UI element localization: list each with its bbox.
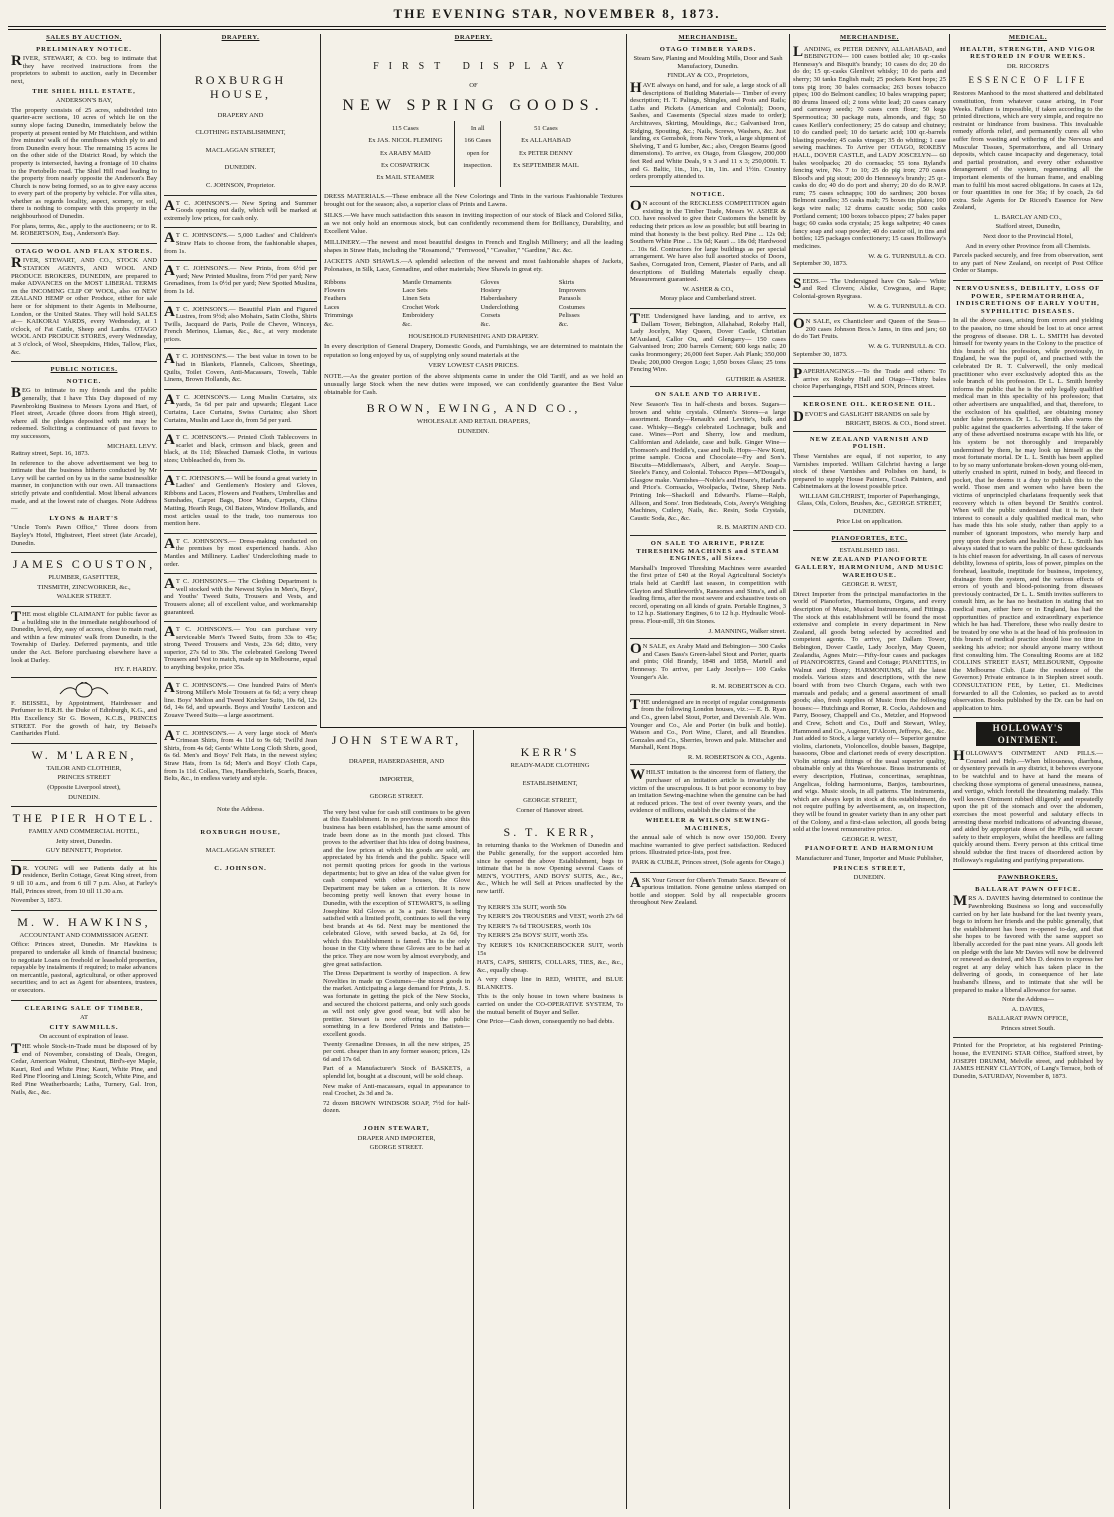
ad-line: AT xyxy=(79,1014,89,1022)
shipments-left xyxy=(360,121,450,187)
ad-body: PAPERHANGINGS.—To the Trade and others: To arrive ex Rokeby Hall and Otago—Thirty bales choice Paperhangings, FISH and SON, Princes street. xyxy=(793,366,946,391)
ad-body: Parcels packed securely, and free from observation, sent to any part of New Zealand, on receipt of Post Office Order or Stamps. xyxy=(953,252,1103,275)
ad-line: GUY BENNETT, Proprietor. xyxy=(45,847,123,855)
royal-crest-icon xyxy=(54,682,114,698)
ad-line: ACCOUNTANT AND COMMISSION AGENT. xyxy=(19,931,149,939)
ad-west-pianos xyxy=(793,547,946,887)
ad-signature: DUNEDIN. xyxy=(853,874,886,882)
ad-title: NEW ZEALAND VARNISH AND POLISH. xyxy=(809,435,930,451)
ad-araby xyxy=(630,643,786,695)
column-sales xyxy=(8,34,160,1509)
ad-timber xyxy=(11,1005,157,1102)
shipment-line: Ex ALLAHABAD xyxy=(521,137,571,145)
ad-signature: HY. F. HARDY. xyxy=(114,666,157,674)
ad-line: PRINCES STREET xyxy=(57,774,111,782)
ad-body: AT C. JOHNSON'S.— One hundred Pairs of Men's Strong Miller's Mole Trousers at 6s 6d; a very cheap line. Boys' Melton and Tweed Knicker Suits, 10s 6d, 12s 6d, 14s 6d, and upwards. Boys and Youths' Lexicon and Zouave Tweed Suits—a large assortment. xyxy=(164,679,317,720)
ad-title: S. T. KERR, xyxy=(503,825,597,840)
section-header: DRAPERY. xyxy=(221,34,260,41)
ad-title: OTAGO WOOL AND FLAX STORES. xyxy=(15,247,153,255)
ad-signature: A. DAVIES, xyxy=(1011,1005,1045,1013)
ad-body: AT C. JOHNSON'S.— 5,000 Ladies' and Children's Straw Hats to choose from, the fashionable shapes, from 1s. xyxy=(164,230,317,255)
shipments-right xyxy=(505,121,587,187)
ad-body: Twenty Grenadine Dresses, in all the new stripes, 25 per cent. cheaper than in any former season; prices, 12s 6d and 17s 6d. xyxy=(323,1040,470,1063)
ad-body: the annual sale of which is now over 150,000. Every machine warranted to give perfect satisfaction. Reduced prices. Illustrated price-lists, post free. xyxy=(630,834,786,857)
ad-title: OTAGO TIMBER YARDS. xyxy=(659,45,757,53)
ad-signature: PRINCES STREET, xyxy=(833,864,906,872)
ad-signature: BRIGHT, BROS. & CO., Bond street. xyxy=(845,420,946,428)
ad-pier-hotel xyxy=(11,811,157,861)
ad-olsen-sauce xyxy=(630,874,786,912)
ad-body: AT C. JOHNSON'S.— New Prints, from 6½d per yard; New Printed Muslins, from 7½d per yard; New Grenadines, from 1s 0½d per yard; New Spotted Muslins, from 1s 1d. xyxy=(164,263,317,295)
ad-signature: PIANOFORTE AND HARMONIUM xyxy=(804,845,935,853)
section-header: SALES BY AUCTION. xyxy=(46,34,122,41)
goods-item: Crochet Work xyxy=(402,303,440,311)
ad-line: ESTABLISHED 1861. xyxy=(839,546,900,554)
ad-guthrie xyxy=(630,313,786,387)
ad-line: C. JOHNSON, Proprietor. xyxy=(205,181,276,189)
ad-signature: Princes street South. xyxy=(1000,1024,1056,1032)
ad-title: KEROSENE OIL. KEROSENE OIL. xyxy=(803,400,936,408)
ad-body: ON SALE, ex Chanticleer and Queen of the Seas— 200 cases Johnson Bros.'s Jams, in tins and jars; 60 do do Tart Fruits. xyxy=(793,316,946,341)
ad-date: September 30, 1873. xyxy=(793,260,848,268)
ad-body: The property consists of 25 acres, subdivided into quarter-acre sections, 10 acres of which lie on the sunny slope facing Dunedin, immediately below the property at present rented by Mr Hutchison, and within five minutes' walk of the omnibuses which ply to and from Dunedin every hour. The remaining 15 acres lie on the other side of the District Road, by which the property is intersected, having a frontage of 10 chains to the Portobello road. The Shiel Hill road leading to the property from nearly opposite the Anderson's Bay Church is now being formed, so as to give easy access to every part of the property by vehicle. For villa sites, whether as regards locality, aspect, scenery, or soil, there is nothing to compare with this property in the neighbourhood of Dunedin. xyxy=(11,106,157,221)
ad-smith xyxy=(953,285,1103,718)
ad-body: HAVE always on hand, and for sale, a large stock of all descriptions of Building Materials— Timber of every description; H. T. Palings, Shingles, and Posts and Rails; Laths and Pickets (American and Colonial); Doors, Sashes, and Casements (Special sizes made to order); Architraves, Skirting, Mouldings, &c.; Galvanised Iron, Ridging, Spouting, &c.; Nails, Screws, Washers, &c. Just landing, ex Gemsbok, from New York, a large shipment of Shelving, T and G lumber, &c.; also, Oregon Beams (good dimensions). To arrive, ex Otago, from Glasgow, 200,000 feet Red and White Deals, 9 x 3 and 11 x 3; 250,000ft. T. and G. Baltic, 1in., 1in., 1in, 1in. and 1½in. Country orders promptly attended to. xyxy=(630,79,786,181)
ad-title: NOTICE. xyxy=(690,190,726,198)
ad-signature: Manufacturer and Tuner, Importer and Music Publisher, xyxy=(795,855,944,862)
ad-body: ASK Your Grocer for Olsen's Tomato Sauce. Beware of spurious imitation. None genuine unless stamped on bottle and stopper. Sold by all respectable grocers throughout New Zealand. xyxy=(630,874,786,907)
shipment-line: inspection. xyxy=(463,162,493,170)
shipment-line: 51 Cases xyxy=(534,124,558,132)
ad-consignments xyxy=(630,696,786,766)
goods-item: Laces xyxy=(324,303,340,311)
ad-johnson xyxy=(164,434,317,470)
ad-line: FINDLAY & CO., Proprietors, xyxy=(667,72,749,80)
goods-item: Linen Sets xyxy=(402,295,431,303)
ad-body: In reference to the above advertisement we beg to intimate that the business hitherto conducted by Mr Levy will be carried on by us in the same businesslike manner, in conjunction with our own. All transactions strictly private and confidential. Most liberal advances made, and at the lowest rate of charges. Note Address— xyxy=(11,459,157,513)
ad-martin xyxy=(630,391,786,536)
goods-item: Mantle Ornaments xyxy=(402,278,452,286)
ad-johnson xyxy=(164,578,317,622)
ad-line: WALKER STREET. xyxy=(56,593,112,601)
ad-couston xyxy=(11,557,157,607)
ad-body: MRS A. DAVIES having determined to continue the Pawnbroking Business so long and successfully carried on by her late husband for the last twenty years, begs to inform her friends and the public generally, that the establishment has been re-opened to-day, and that she hopes to be favored with the same support so liberally accorded for the past nine years. All goods left on pledge with the late Mr Davies will now be delivered or renewed as desired, and Mrs D. desires to express her regret at any delay which has taken place in the delivering of goods, in consequence of her late husband's illness, and to intimate that she will be prepared to make a liberal allowance for same. xyxy=(953,893,1103,994)
ad-date: November 3, 1873. xyxy=(11,897,62,905)
ad-body: BEG to intimate to my friends and the public generally, that I have This Day disposed of my Pawnbroking Business to Messrs Lyons and Hart, of Fleet street, Arcade (three doors from High street), where all the pledges deposited with me may be redeemed. Soliciting a continuance of past favors to my successors, xyxy=(11,385,157,440)
ad-body: Restores Manhood to the most shattered and debilitated constitution, from whatever cause arising, in Four Weeks. Failure is impossible, if taken according to the printed directions, which are very simple, and require no restraint or hindrance from business. This invaluable remedy affords relief, and permanently cures all who suffer from wasting and withering of the Nervous and Muscular Tissues, Spermatorrhœa, and all Urinary deposits, which cause incapacity and degeneracy, total and partial prostration, and every other exhaustive derangement of the system, regenerating all the important elements of the human frame, and enabling man to fulfil his most sacred obligations. In cases at 12s, or four quantities in one for 36s; if by coach, 2s 6d extra. Sole Agents for Dr Ricord's Essence for New Zealand, xyxy=(953,90,1103,212)
footer-name: C. JOHNSON. xyxy=(214,864,267,872)
goods-item: &c. xyxy=(480,320,491,328)
ad-body: DEVOE'S and GASLIGHT BRANDS on sale by xyxy=(793,408,930,425)
ad-signature: R. M. ROBERTSON & CO., Agents. xyxy=(687,753,786,761)
column-merchandise-1 xyxy=(626,34,789,1509)
ad-johnson xyxy=(164,197,317,229)
footer-line: DRAPER AND IMPORTER, xyxy=(357,1134,436,1142)
ad-title: JAMES COUSTON, xyxy=(12,557,156,572)
household-title: HOUSEHOLD FURNISHING AND DRAPERY. xyxy=(408,332,539,340)
ad-johnson xyxy=(164,232,317,261)
shipments-total xyxy=(454,121,501,187)
ad-seeds xyxy=(793,275,946,314)
ad-body: AT C. JOHNSON'S.— Printed Cloth Tablecovers in scarlet and black, crimson and black, green and black, at 8s 11d; Bleached Damask Cloths, in various sizes; Unbleached do, from 3s. xyxy=(164,432,317,464)
section-header: MEDICAL. xyxy=(1008,34,1048,41)
ad-line: GEORGE R. WEST, xyxy=(841,581,898,589)
ad-body: AT C. JOHNSON'S.— Long Muslin Curtains, six yards, 5s 6d per pair and upwards; Elegant Lace Curtains, Lace Curtains, Swiss Curtains; also Short Curtains, Muslin and Lace do, from 5d per yard. xyxy=(164,391,317,424)
masthead: THE EVENING STAR, NOVEMBER 8, 1873. xyxy=(393,6,721,21)
ad-line: Corner of Hanover street. xyxy=(516,806,584,814)
ad-wheeler-wilson xyxy=(630,769,786,872)
ad-body: RIVER, STEWART, & CO. beg to intimate that they have received instructions from the proprietors to submit to auction, early in December next, xyxy=(11,53,157,85)
goods-item: Ribbons xyxy=(324,278,346,286)
shipment-line: Ex ARABY MAID xyxy=(379,149,431,157)
ad-roxburgh xyxy=(164,73,317,196)
ad-johnson xyxy=(164,265,317,301)
column-medical xyxy=(949,34,1106,1509)
shipment-box xyxy=(324,121,623,187)
ad-line: READY-MADE CLOTHING xyxy=(510,762,590,769)
section-header: PAWNBROKERS. xyxy=(997,874,1059,882)
goods-item: Improvers xyxy=(558,286,586,294)
goods-item: &c. xyxy=(558,320,569,328)
ad-line: CLOTHING ESTABLISHMENT, xyxy=(195,129,286,137)
ad-ricord xyxy=(953,46,1103,281)
shipment-line: Ex PETER DENNY xyxy=(519,149,573,157)
ad-body: RIVER, STEWART, AND CO., STOCK AND STATION AGENTS, AND WOOL AND PRODUCE BROKERS, DUNEDIN, are prepared to make ADVANCES on the MOST LIBERAL TERMS on the INCOMING CLIP OF WOOL, also on NEW ZEALAND HEMP or other Produce, either for sale here or for shipment to their Agents in Melbourne, London, or the United States. They will hold SALES at— KAIKORAI YARDS, every Wednesday, at 1 o'clock, of Fat Cattle, Sheep and Lambs. OTAGO WOOL AND PRODUCE STORES, every Wednesday, at 3 o'clock, of Wool, Sheepskins, Hides, Tallow, Flax, &c. xyxy=(11,255,157,356)
ad-johnson xyxy=(164,626,317,678)
first-display-title: FIRST DISPLAY xyxy=(373,61,574,73)
ad-johnson xyxy=(164,535,317,574)
masthead-rule xyxy=(8,26,1106,27)
brown-ewing-line: DUNEDIN. xyxy=(457,428,490,436)
new-spring-title: NEW SPRING GOODS. xyxy=(342,96,605,114)
ad-body: THE Undersigned have landing, and to arrive, ex Dallam Tower, Bebington, Allahabad, Rokeby Hall, Lady Jocelyn, May Queen, Dover Castle, Christian M'Ausland, Callor Ou, and Glengarry— 150 cases Galvanised Iron; 200 barrels Cement; 600 kegs nails; 20 casks Ironmongery; 26,000 feet Super. Ash Plank; 350,000 Deals; 200,000 Oregon Logs; 1,050 boxes Glass; 25 tons Fencing Wire. xyxy=(630,311,786,374)
ad-body: AT C. JOHNSON'S.— The Clothing Department is well stocked with the Newest Styles in Men's, Boys', and Youths' Tweed Suits, Trousers and Vests, and Trousers alone; all of excellent value, and workmanship guaranteed. xyxy=(164,576,317,616)
ad-body: AT C. JOHNSON'S.— The best value in town to be had in Blankets, Flannels, Calicoes, Sheetings, Quilts, Toilet Covers, Anti-Macassars, Towels, Table Linens, Brown Hollands, &c. xyxy=(164,351,317,384)
goods-item: Lace Sets xyxy=(402,286,428,294)
ad-signature: J. MANNING, Walker street. xyxy=(708,627,786,635)
ad-holloway xyxy=(953,722,1103,870)
ad-hawkins xyxy=(11,915,157,1001)
ad-body: In all the above cases, arising from errors and yielding to the passion, no time should be lost to at once arrest the progress of disease. DR L. L. SMITH has devoted himself for twenty years in the Colony to the practice of this branch of his profession, while previously, in England, he was the pupil of, and practised with the celebrated Dr R. T. Culverwell, the only medical practitioner who ever exclusively adopted this as the sole branch of his profession. Dr L. L. Smith hereby informs the public that he is the only legally qualified medical man in this speciality of his profession; that other advertisers are unqualified, and that, therefore, to the exclusion of his qualified, are obtaining money under false pretences. Dr L. L. Smith also warns the public against the quackeries advertising. If the taker of any of these advertised nostrums escape with his life, or his system be not thoroughly and irreparably undermined by them, he may look up himself as the most fortunate mortal. Dr L. L. Smith has been applied to by so many unfortunate broken-down young old-men, utterly crushed in spirit, ruined in body, and fleeced in pocket, that he deems it a duty to publish this to the world. Those men and women who have been the victims of unprincipled charlatans frequently seek that recovery which is often beyond Dr Smith's control. When will the public understand that it is to their interest to consult a duly qualified medical man, who has made this his sole study, rather than apply to a number of ignorant impostors, who merely harp and prey upon their pockets and health? Dr L. L. Smith has always stated that to warn the public of these quicksands is his chief reason for advertising. In all cases of nervous debility, lowness of spirits, loss of power, pimples on the forehead, lassitude, ineptitude for business, impotency, drainage from the system, and the various effects of errors of youth and blood-poisoning from diseases previously contracted, Dr L. L. Smith invites sufferers to consult him, as he has no hesitation in stating that no medical man, either here or in England, has had the opportunities of practice and extraordinary experience which he has had. Therefore, these who really desire to be treated by one who is at the head of his profession in this branch of medical practice should lose no time in seeking his advice; nor should anyone marry without first consulting him. The Consulting Rooms are at 182 COLLINS STREET EAST, MELBOURNE, Opposite the Melbourne Club. (Late the residence of the Governor.) Private entrance is in Stephen street south. CONSULTATION FEE, by Letter, £1. Medicines forwarded to all the Colonies, so packed as to avoid observation. Books published by the Dr. can be had on application to him. xyxy=(953,317,1103,712)
ad-body: AT C. JOHNSON'S.— New Spring and Summer Goods opening out daily, which will be marked at extremely low prices, for cash only. xyxy=(164,197,317,222)
kerr-offer: Try KERR'S 7s 6d TROUSERS, worth 10s xyxy=(477,922,591,930)
ad-line: GEORGE STREET, xyxy=(523,797,577,805)
ad-title: ON SALE TO ARRIVE, PRIZE THRESHING MACHINES and STEAM ENGINES, all Sizes. xyxy=(636,540,780,563)
ad-title: W. M'LAREN, xyxy=(31,747,137,762)
ad-line: And in every other Province from all Chemists. xyxy=(965,242,1091,250)
ad-darley xyxy=(11,611,157,678)
ad-title: WHEELER & WILSON SEWING-MACHINES, xyxy=(645,817,771,832)
ad-body: DR. YOUNG will see Patients daily at his residence, Berlin Cottage, Great King street, from 9 till 10 a.m., and from 6 till 7 p.m. Also, at Farley's Hall, Princes street, from 10 till 11.30 a.m. xyxy=(11,862,157,895)
ad-otago-timber xyxy=(630,46,786,187)
ad-body: ON account of the RECKLESS COMPETITION again existing in the Timber Trade, Messrs W. ASHER & CO. have resolved to give their Customers the benefit by reducing their prices as low as possible; but still bearing in mind that honesty is the best policy. Red Pine ... 12s 0d; Southern White Pine ... 13s 0d; Kauri ... 18s 0d; Hardwood ... 10s 6d. Contractors for large buildings as per special arrangement. We have also full assorted stocks of Doors, Sashes, Corrugated Iron, Cement, Plaster of Paris, and all descriptions of Building Materials equally cheap. Measurement guaranteed. xyxy=(630,198,786,284)
ad-line: (Opposite Liverpool street), xyxy=(47,783,121,791)
ad-body: The Dress Department is worthy of inspection. A few Novelties in made up Costumes—the nicest goods in the market. Anticipating a large demand for Prints, J. S. was fortunate in getting the pick of the New Stocks, and secured the choicest patterns, and only such goods as will not only give good wear, but will also be prettier. Stewart is now offering to the public something in a few Bordered Prints and Batistes—excellent goods. xyxy=(323,970,470,1038)
lowest-prices: VERY LOWEST CASH PRICES. xyxy=(428,362,519,370)
ad-body: AT C. JOHNSON'S.— Dress-making conducted on the premises by most experienced hands. Also Mantles and Millinery. Ladies' Underclothing made to order. xyxy=(164,535,317,568)
shipment-line: 115 Cases xyxy=(391,124,419,132)
ad-body: AT C. JOHNSON'S.— You can purchase very serviceable Men's Tweed Suits, from 33s to 45s; strong Tweed Trousers and Vests, 23s 6d; ditto, very superior, 27s 6d to 30s. The celebrated Geelong Tweed Trousers and Vest to match, made up in Melbourne, equal to anything besjoke, price 35s. xyxy=(164,624,317,672)
ad-line: DUNEDIN. xyxy=(68,793,100,801)
dress-materials: DRESS MATERIALS.—These embrace all the New Colorings and Tints in the various Fashionable Textures brought out for the season; also, a superior class of Prints and Lawns. xyxy=(324,192,623,209)
goods-col xyxy=(402,279,466,329)
ad-line: Jetty street, Dunedin. xyxy=(55,837,113,845)
kerr-offer: Try KERR'S 20s TROUSERS and VEST, worth 27s 6d xyxy=(477,913,623,921)
shipment-line: Ex JAS. NICOL FLEMING xyxy=(368,137,443,145)
goods-item: Pelisses xyxy=(558,312,580,320)
ad-title: JOHN STEWART, xyxy=(331,733,462,747)
ad-body: A very cheap line in RED, WHITE, and BLUE BLANKETS. xyxy=(477,976,623,991)
shipment-line: Ex SEPTEMBER MAIL xyxy=(513,162,579,170)
ad-johnson xyxy=(164,353,317,389)
shipment-line: Ex MAIL STEAMER xyxy=(376,174,435,182)
silks: SILKS.—We have much satisfaction this season in inviting inspection of our stock of Black and Colored Silks, as we not only hold an enormous stock, but can confidently recommend them for Brilliancy, Durability, and Excellent Value. xyxy=(324,211,623,236)
column-stewart xyxy=(320,730,473,1509)
ad-signature: W. ASHER & CO., xyxy=(682,285,734,293)
column-merchandise-2 xyxy=(789,34,949,1509)
ad-asher xyxy=(630,191,786,309)
ad-footer: For plans, terms, &c., apply to the auctioneers; or to R. M. ROBERTSON, Esq., Anderson's Bay. xyxy=(11,222,157,238)
footer-line: MACLAGGAN STREET. xyxy=(205,846,276,854)
footer-title: ROXBURGH HOUSE, xyxy=(200,829,281,837)
ad-signature: MICHAEL LEVY. xyxy=(107,442,157,450)
ad-title: KERR'S xyxy=(520,745,580,759)
ad-body: AT C. JOHNSON'S.— Beautiful Plain and Figured Lustres, from 9½d; also Mohairs, Satin Cloths, Shirts Twills, Jacquard de Paris, Poile de Chevre, Winceys, French Merinos, Llamas, &c., &c., at very moderate prices. xyxy=(164,303,317,343)
goods-item: Costumes xyxy=(558,303,585,311)
section-header: MERCHANDISE. xyxy=(839,34,900,41)
ad-line: Moray place and Cumberland street. xyxy=(659,295,757,303)
ad-line: DRAPER, HABERDASHER, AND xyxy=(348,758,445,765)
shipment-line: open for xyxy=(466,149,489,157)
ad-date: Rattray street, Sept. 16, 1873. xyxy=(11,450,90,458)
ad-kerosene xyxy=(793,401,946,432)
ad-mlaren xyxy=(11,748,157,807)
ad-johnson xyxy=(164,472,317,534)
ad-title: CITY SAWMILLS. xyxy=(49,1023,119,1031)
ad-body: Part of a Manufacturer's Stock of BASKETS, a splendid lot, bought at a discount, will be sold cheap. xyxy=(323,1065,470,1080)
tariff-note: NOTE.—As the greater portion of the above shipments came in under the Old Tariff, and as we hold an unusually large Stock when the new duties were imposed, we can confidently guarantee the Best Value obtainable for Cash. xyxy=(324,372,623,397)
ad-line: TAILOR AND CLOTHIER, xyxy=(46,764,122,772)
ad-signature: GUTHRIE & ASHER. xyxy=(725,375,786,383)
ad-body: This is the only house in town where business is carried on under the CO-OPERATIVE SYSTEM, To the mutual benefit of Buyer and Seller. xyxy=(477,993,623,1016)
ad-title: NOTICE. xyxy=(66,377,102,385)
ad-body: F. BEISSEL, by Appointment, Hairdresser and Perfumer to H.R.H. the Duke of Edinburgh, K.G., and His Excellency Sir G. Bowen, K.C.B., PRINCES STREET. For the growth of hair, try Beissel's Cantharides Fluid. xyxy=(11,699,157,738)
household-body: In every description of General Drapery, Domestic Goods, and Furnishings, we are determined to maintain the reputation so long enjoyed by us, of supplying only sound materials at the xyxy=(324,343,623,359)
section-header: PIANOFORTES, ETC. xyxy=(831,535,908,543)
ad-ballarat-pawn xyxy=(953,886,1103,1039)
kerr-offer: Try KERR'S 25s BOYS' SUIT, worth 35s. xyxy=(477,932,589,940)
ad-body: LANDING, ex PETER DENNY, ALLAHABAD, and BEBINGTON— 100 cases bottled ale; 10 qr.-casks Hennessy's and Bisquit's brandy; 10 cases do do; 20 do do do; 15 qr.-casks Glenlivet whisky; 10 do paris and sherry; 30 tanks English malt; 25 pockets Kent hops; 25 tons pig iron; 30 bales cornsacks; 263 boxes tobacco pipes; 100 do Belmont candles; 10 bales wrapping paper; 80 drums linseed oil; 2 tons white lead; 20 cases canary and carraway seeds; 70 cases corn flour; 50 kegs Spermoutica; 30 package nuts, almonds, and figs; 50 cases Keiller's confectionery; 25 do catsup and chutney; 10 do candied peel; 10 do tartaric acid; 100 qr.-barrels blasting powder; 45 casks vinegar; 35 do whiting; 1 case sewing machines. To Arrive per OTAGO, ROKEBY HALL, DOVER CASTLE, and LADY JOSCELYN— 60 bales woolpacks; 20 do cornsacks; 55 tons Ryland's fencing wire, No. 7 to 10; 25 do pig iron; 270 cases Blood's and pig stout; 200 do Hennessy's brandy; 25 qr.-casks do do; 40 do do port and sherry; 20 do do R.W.P. rum; 75 cases schnapps; 100 do sardines; 200 boxes Belmont candles; 35 casks malt; 75 boxes tin plates; 100 kegs wire nails; 12 drums caustic soda; 500 casks Portland cement; 100 boxes tobacco pipes; 27 bales paper bags; 60 casks soda crystals; 25 kegs saltpetre; 40 cases fancy soap and soap powder; 40 do castor oil, in tins and bottles; 125 packages confectionery; 15 cases Holloway's medicines. xyxy=(793,43,946,251)
ad-paperhangings xyxy=(793,368,946,397)
ad-title: HEALTH, STRENGTH, AND VIGOR RESTORED IN FOUR WEEKS. xyxy=(960,45,1096,61)
goods-item: Gloves xyxy=(480,278,500,286)
shipment-line: 166 Cases xyxy=(464,137,492,145)
ad-body: THE whole Stock-in-Trade must be disposed of by end of November, consisting of Deals, Oregon, Cedar, American Walnut, Chestnut, Bird's-eye Maple, Kauri, Red and White Pine; Kauri, White Pine, and Red Pine Flooring and Lining; Scotch, White Pine, and Red Pine Weatherboards; Laths, Turnery, Gal. Iron, Nails, &c., &c. xyxy=(11,1040,157,1096)
ad-body: ON SALE, ex Araby Maid and Bebington— 300 Casks and Cases Bass's Green-label Stout and Porter, quarts and pints; Old Brandy, 1848 and 1858, Martell and Hennessy. To arrive, per Lady Jocelyn— 100 Casks Younger's Ale. xyxy=(630,641,786,681)
ad-line: Note the Address— xyxy=(1001,996,1054,1004)
brown-ewing-line: WHOLESALE AND RETAIL DRAPERS, xyxy=(416,417,531,425)
kerr-offer: Try KERR'S 33s SUIT, worth 50s xyxy=(477,903,567,911)
ad-body: WHILST imitation is the sincerest form of flattery, the purchaser of an imitation article is invariably the victim of the unscrupulous. It is but poor economy to buy an imitation Sewing-machine when the genuine can be had at reduced prices. The test of over twenty years, and the evidence of millions, establish the claims of the xyxy=(630,767,786,815)
ad-line: DRAPERY AND xyxy=(217,111,264,119)
of-text: OF xyxy=(469,82,478,90)
ad-title: ROXBURGH HOUSE, xyxy=(194,72,287,101)
ad-body: One Price—Cash down, consequently no bad debts. xyxy=(477,1018,614,1026)
goods-item: Embroidery xyxy=(402,312,434,320)
ad-signature: R. M. ROBERTSON & CO. xyxy=(711,683,786,691)
ad-line: Stafford street, Dunedin, xyxy=(995,223,1061,231)
ad-line: TINSMITH, ZINCWORKER, &c., xyxy=(37,583,131,591)
ad-title: THE SHIEL HILL ESTATE, xyxy=(32,87,136,95)
ad-line: GEORGE STREET. xyxy=(369,793,424,801)
ad-turnbull-landing xyxy=(793,43,946,274)
goods-col xyxy=(559,279,623,329)
ad-title: ON SALE AND TO ARRIVE. xyxy=(654,391,762,399)
holloway-banner: HOLLOWAY'S OINTMENT. xyxy=(976,722,1080,746)
ad-line: Next door to the Provincial Hotel, xyxy=(983,233,1073,241)
ad-title: CLEARING SALE OF TIMBER, xyxy=(24,1004,144,1012)
ad-signature: W. & G. TURNBULL & CO. xyxy=(868,342,946,350)
goods-item: Trimmings xyxy=(324,312,354,320)
ad-line: DR. RICORD'S xyxy=(1006,62,1050,70)
goods-col xyxy=(481,279,545,329)
ad-signature: W. & G. TURNBULL & CO. xyxy=(868,302,946,310)
ad-body: These Varnishes are equal, if not superior, to any Varnishes imported. William Gilchrist having a large stock of these Varnishes and Polishes on hand, is prepared to supply House Painters, Coach Painters, and Cabinetmakers at the lowest possible price. xyxy=(793,452,946,491)
ad-line: PLUMBER, GASFITTER, xyxy=(48,574,120,582)
masthead-rule-2 xyxy=(8,29,1106,30)
ad-title: LYONS & HART'S xyxy=(49,514,119,522)
ad-title: ESSENCE OF LIFE xyxy=(968,75,1088,86)
ad-varnish xyxy=(793,436,946,532)
ad-johnson xyxy=(164,727,317,788)
ad-preliminary xyxy=(11,46,157,244)
ad-signature: WILLIAM GILCHRIST, Importer of Paperhangings, Glass, Oils, Colors, Brushes, &c., GEORGE STREET, DUNEDIN. xyxy=(797,492,942,516)
ad-johnson xyxy=(164,679,317,726)
ad-body: Marshall's Improved Threshing Machines were awarded the first prize of £40 at the Royal Agricultural Society's trials held at Cardiff last season, in competition with Clayton and Shuttleworth's, Ransomes and Sims's, and all leading firms, after the most severe and exhaustive tests on record, operating on all kinds of grain. Portable Engines, 3 to 12 h.p. Stationary Engines, 6 to 12 h.p. Hydraulic Wool-press. Flour-mill, 3ft 6in Stones. xyxy=(630,564,786,625)
ad-threshing xyxy=(630,540,786,639)
ad-line: DUNEDIN. xyxy=(224,164,257,172)
kerr-offer: Try KERR'S 10s KNICKERBOCKER SUIT, worth 15s xyxy=(477,941,623,957)
goods-item: &c. xyxy=(402,320,412,328)
goods-item: Skirts xyxy=(558,278,575,286)
goods-item: Haberdashery xyxy=(480,295,518,303)
wide-ad-rule xyxy=(320,727,626,728)
ad-line: MACLAGGAN STREET, xyxy=(205,146,276,154)
ad-subtitle: ANDERSON'S BAY, xyxy=(55,97,113,105)
goods-item: Hosiery xyxy=(480,286,502,294)
ad-title: THE PIER HOTEL. xyxy=(12,811,156,826)
ad-title: NERVOUSNESS, DEBILITY, LOSS OF POWER, SPERMATORRHŒA, INDISCRETIONS OF EARLY YOUTH, SYPHILITIC DISEASES. xyxy=(955,285,1101,315)
ad-signature: GEORGE R. WEST, xyxy=(841,835,898,843)
ad-johnson xyxy=(164,391,317,430)
ad-signature: BALLARAT PAWN OFFICE, xyxy=(987,1015,1069,1023)
ad-title: NEW ZEALAND PIANOFORTE GALLERY, HARMONIUM, AND MUSIC WAREHOUSE. xyxy=(794,556,945,579)
ad-notice xyxy=(11,378,157,553)
ad-line: FAMILY AND COMMERCIAL HOTEL, xyxy=(28,828,140,836)
column-kerr xyxy=(473,730,626,1509)
ad-body: AT C. JOHNSON'S.— Will be found a great variety in Ladies' and Gentlemen's Hosiery and Gloves, Ribbons and Laces, Flowers and Feathers, Umbrellas and Sunshades, Carpet Bags, Door Mats, Carpets, China Matting, Hearth Rugs, Oil Baizes, Window Hollands, and most articles usual to the trade, too numerous too mention here. xyxy=(164,472,317,528)
ad-signature: PARK & CUBLE, Princes street, (Sole agents for Otago.) xyxy=(631,859,785,866)
ad-line: Steam Saw, Planing and Moulding Mills, Door and Sash Manufactory, Dunedin. xyxy=(633,55,783,70)
ad-title: PRELIMINARY NOTICE. xyxy=(36,45,132,53)
ad-body: SEEDS.— The Undersigned have On Sale— White and Red Clovers; Alsike, Cowgrass, and Rape; Colonial-grown Ryegrass. xyxy=(793,275,946,300)
ad-signature: W. & G. TURNBULL & CO. xyxy=(868,252,946,260)
ad-johnson xyxy=(164,303,317,350)
address-note: Note the Address. xyxy=(216,805,265,813)
goods-item: Underclothing xyxy=(480,303,519,311)
ad-body: 72 dozen BROWN WINDSOR SOAP, 7½d for half-dozen. xyxy=(323,1099,470,1115)
ad-body: Direct Importer from the principal manufactories in the world of Pianofortes, Harmoniums, Organs, and every description of Music, Musical Instruments, and Fittings. The stock at this establishment will be found the most extensive and complete in every department in New Zealand, all goods being selected by accredited and competent agents. To arrive, per Dallam Tower, Bebington, Dover Castle, Lady Jocelyn, May Queen, Zealandia, Agnes Muir:—Fifty-four cases and packages of PIANOFORTES, Grand and Cottage; PIANETTES, in Walnut and Ebony; HARMONIUMS, all the latest models. Various sizes and descriptions, with the new board with from two Church Organs, each with two manuals and pedals; and a general assortment of small goods; also, fresh supplies of Music from the following houses:— Hutchings and Romer, R. Cocks, Ashdown and Parry, Boosey, Chappell and Co., Metzler, and Hopwood and Crew, Schott and Co., Duff and Stewart, Wiley, Hammond and Co., Augener, D'Alcorn, Jeffreys, &c., &c. Just added to Stock, a large variety of— Superior genuine violins, clarionets, Violoncellos, double basses, Bagpipe, bassoons, Oboe and clarionet reeds of every description. Violin strings and fittings of the usual superior quality, obtainable only at this Warehouse. Brass instruments of every description, Flutinas, concertinas, seraphinas, Angelicas, folding harmoniums, Banjos, tambourines, and wigs. Music stools, in all patterns. The instruments, which are always kept in stock at this establishment, do not require puffing by advertisement, as, on inspection, they will be found in greater variety than in any other part of the Colony, and a first-class selection, all goods being sold at the lowest remunerative price. xyxy=(793,590,946,834)
ad-date: September 30, 1873. xyxy=(793,350,848,358)
ad-body: AT C. JOHNSON'S.— A very large stock of Men's Crimean Shirts, from 4s 11d to 9s 6d; Twill'd Jean Shirts, from 4s 6d; Gents' White Long Cloth Shirts, good, 6s 6d. Men's and Boys' Felt Hats, in the newest styles; Straw Hats, from 1s 6d; Men's and Boys' Cloth Caps, from 1s 11d. Collars, Ties, Handkerchiefs, Scarfs, Braces, Belts, &c., in endless variety and style. xyxy=(164,727,317,783)
ad-body: New Season's Tea in half-chests and boxes. Sugars—brown and white crystals. Oilmen's Stores—a large assortment. Brandy—Renault's and Levitte's, bulk and case. Whisky—Begg's celebrated Lochnagar, bulk and case. Wines—Port and Sherry, low and medium, Californian and Adelaide, case and bulk. Ginger Wine—Thomson's and Heddle's, case and bulk. Hops—New Kent, prime sample. Cocoa and Chocolate—Fry and Son's. Biscuits—Middlemass's, Albert, and Aeryle. Soap—Steele's Fancy, and Colonial. Tobacco Pipes—M'Dougal's, Glasgow make. Varnishes—Noble's and Hoare's, Harland's and Price's. Cornsacks, Woolpacks, Twine, Sheep Nets. Printing Ink—Shackell and Edward's. Flame—Ralph, Allison, and Sons'. Iron Bedsteads, Cots, Avery's Weighing Machines, Cutlery, Nails, &c. Resin, Soda Crystals, Caustic Soda, &c., &c. xyxy=(630,400,786,522)
column-drapery-johnson xyxy=(160,34,320,1509)
shipment-line: Ex COSPATRICK xyxy=(380,162,430,170)
ad-line: Price List on application. xyxy=(836,517,903,525)
ad-body: HATS, CAPS, SHIRTS, COLLARS, TIES, &c., &c., &c., equally cheap. xyxy=(477,959,623,974)
ad-body: New make of Anti-macassars, equal in appearance to real Crochet, 2s 3d and 3s. xyxy=(323,1082,470,1098)
footer-line: GEORGE STREET. xyxy=(369,1144,424,1152)
ad-line: ESTABLISHMENT, xyxy=(522,779,578,787)
printer-imprint: Printed for the Proprietor, at his registered Printing-house, the EVENING STAR Office, Stafford street, by JOSEPH DRUMM, Melville street, and published by JAMES HENRY CLAYTON, of Lang's Terrace, both of Dunedin, SATURDAY, November 8, 1873. xyxy=(953,1042,1103,1080)
ad-body: HOLLOWAY'S OINTMENT AND PILLS.—Counsel and Help.—When biliousness, diarrhœa, or dysentery prevails in any district, it behoves everyone to be watchful and to have at hand the means of checking those symptoms of general uneasiness, nausea, and vertigo, which foretell the threatening malady. This well known Ointment rubbed diligently and repeatedly upon the pit of the stomach and over the abdomen, exercises the most powerful and salutary effects in arresting these morbid indications of advancing disease, and aided by appropriate doses of the Pills, will secure safety to their employers, whilst the heedless are falling quickly around them. Every person at this critical time should subdue the first traces of disordered action by Holloway's regulating and purifying preparations. xyxy=(953,748,1103,864)
goods-item: Corsets xyxy=(480,312,501,320)
ad-line: IMPORTER, xyxy=(379,775,414,783)
ad-body: THE undersigned are in receipt of regular consignments from the following London houses, viz.:— E. B. Ryan and Co., green label Stout, Porter, and Devenish Ale. Wm. Younger and Co., Ale and Porter (in bulk and bottle). Watson and Co., Port Wine, Claret, and all Brandies. Gonzales and Co., Sherries, brown and pale. Mittscher and Marshall, Kent Hops. xyxy=(630,696,786,752)
ad-otago-wool xyxy=(11,248,157,362)
ad-young xyxy=(11,862,157,911)
ad-beissel xyxy=(11,682,157,744)
ad-body: THE most eligible CLAIMANT for public favor as a building site in the immediate neighbourhood of Dunedin, level, dry, easy of access, close to main road, and within a few minutes' walk from Dunedin, is the Township of Darley. Deferred payments, and title under the Act. Before purchasing elsewhere have a look at Darley. xyxy=(11,609,157,664)
goods-columns xyxy=(324,279,623,329)
goods-item: Feathers xyxy=(324,295,347,303)
ad-title: M. W. HAWKINS, xyxy=(17,914,151,929)
column-drapery-brown-ewing xyxy=(320,34,626,727)
footer-title: JOHN STEWART, xyxy=(363,1124,430,1132)
ad-body: "Uncle Tom's Pawn Office," Three doors from Bayley's Hotel, Highstreet, Fleet street (late Arcade), Dunedin. xyxy=(11,524,157,547)
goods-item: &c. xyxy=(324,320,334,328)
ad-body: Office: Princes street, Dunedin. Mr Hawkins is prepared to undertake all kinds of financial business; to negotiate Loans on freehold or leasehold properties, repayable by instalments if required; to make advances on mercantile, pastoral, agricultural, or other approved securities; and to act as Agent for absentees, trustees, or executors. xyxy=(11,941,157,994)
ad-title: BALLARAT PAWN OFFICE. xyxy=(975,885,1081,893)
millinery: MILLINERY.—The newest and most beautiful designs in French and English Millinery; and all the leading shapes in Straw Hats, including the "Rosamond," "Fernwood," "Cavalier," "Gardine," &c. &c. xyxy=(324,238,623,255)
ad-body: The very best value for cash still continues to be given at this Establishment. In no previous month since this business has been established, has the same amount of trade been done as in the month just closed. This proves to the advertiser that his idea of doing business, and the low prices at which his goods are sold, are appreciated by his friends and the public. Space will not permit quoting prices for goods in the various departments; but to give an idea of the value given for cash compared with other houses, the Glove Department may be taken as a criterion. It is now becoming pretty well known that every house in Dunedin, with the exception of STEWART'S, is selling Josephine Kid Gloves at 3s a pair. Stewart being satisfied with a limited profit, continues to sell the very best brands at 4s 6d. Next may be mentioned the celebrated Glove, with sewed backs, at 2s 6d, for which this Establishment is famed. This is the only house in the City where these Gloves are to be had at the price. They are now worn by almost everybody, and give great satisfaction. xyxy=(323,808,470,968)
jackets-shawls: JACKETS AND SHAWLS.—A splendid selection of the newest and most fashionable shapes of Jackets, Polonaises, in Silk, Lace, Grenadine, and other materials; New Shawls in great ety. xyxy=(324,257,623,274)
ad-chanticleer xyxy=(793,318,946,364)
goods-item: Flowers xyxy=(324,286,346,294)
ad-line: On account of expiration of lease. xyxy=(39,1033,129,1041)
ad-signature: R. B. MARTIN AND CO. xyxy=(716,524,786,532)
brown-ewing-title: BROWN, EWING, AND CO., xyxy=(366,400,581,415)
goods-col xyxy=(324,279,388,329)
goods-item: Parasols xyxy=(558,295,581,303)
section-header: MERCHANDISE. xyxy=(678,34,738,41)
ad-body: In returning thanks to the Workmen of Dunedin and the Public generally, for the support accorded him since he opened the above Establishment, begs to intimate that he is now Opening several Cases of MEN'S, YOUTH'S, AND BOYS' SUITS, &c., &c., &c., Which he will Sell at Prices unaffected by the new tariff. xyxy=(477,842,623,895)
johnson-ads xyxy=(164,197,317,788)
section-header: PUBLIC NOTICES. xyxy=(50,366,118,374)
section-header: DRAPERY. xyxy=(454,34,493,41)
ad-signature: L. BARCLAY AND CO., xyxy=(994,213,1062,221)
shipment-line: In all xyxy=(470,124,485,132)
